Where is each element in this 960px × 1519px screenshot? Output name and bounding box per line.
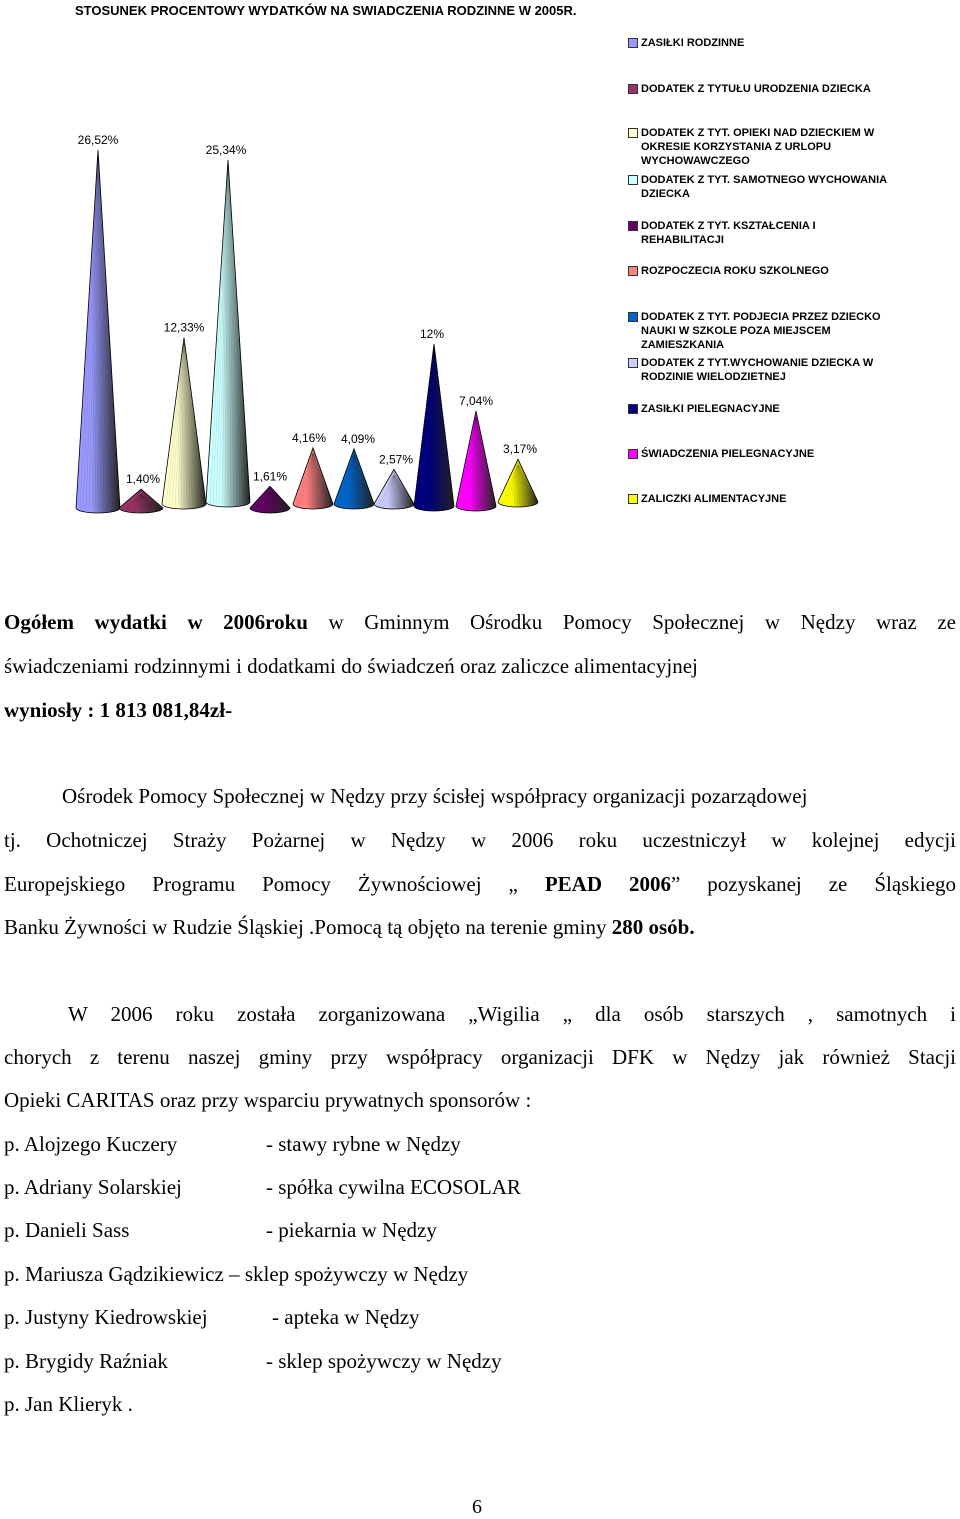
legend-label: ZASIŁKI RODZINNE: [641, 37, 745, 49]
legend-label: DODATEK Z TYT. OPIEKI NAD DZIECKIEM W OKRESIE KORZYSTANIA Z URLOPU WYCHOWAWCZEGO: [641, 127, 875, 167]
bold-text: Ogółem wydatki w 2006roku: [4, 610, 308, 634]
sponsor-name: p. Danieli Sass: [4, 1218, 130, 1242]
sponsor-name: p. Mariusza Gądzikiewicz – sklep spożywczy w Nędzy: [4, 1262, 469, 1286]
cone-shape: [250, 486, 290, 513]
legend-swatch: [628, 312, 638, 322]
legend-item: [628, 402, 958, 416]
legend-swatch: [628, 84, 638, 94]
paragraph-line: świadczeniami rodzinnymi i dodatkami do świadczeń oraz zaliczce alimentacyjnej: [4, 654, 698, 678]
text: w Gminnym Ośrodku Pomocy Społecznej w Nędzy wraz ze: [307, 610, 956, 634]
legend-item: [628, 356, 958, 384]
legend-item: [628, 447, 958, 461]
data-label: 26,52%: [77, 132, 119, 147]
legend-item: [628, 36, 958, 50]
data-label: 1,61%: [252, 469, 288, 484]
list-item: [4, 1175, 956, 1200]
cone-bar: [250, 486, 290, 513]
bold-text: PEAD 2006: [544, 872, 671, 896]
sponsor-name: p. Alojzego Kuczery: [4, 1132, 178, 1156]
legend-item: [628, 219, 958, 247]
chart-title: STOSUNEK PROCENTOWY WYDATKÓW NA SWIADCZENIA RODZINNE W 2005R.: [75, 3, 577, 18]
legend-label: DODATEK Z TYT. PODJECIA PRZEZ DZIECKO NAUKI W SZKOLE POZA MIEJSCEM ZAMIESZKANIA: [641, 311, 881, 351]
list-item: [4, 1132, 956, 1157]
legend-label: DODATEK Z TYTUŁU URODZENIA DZIECKA: [641, 83, 871, 95]
legend-item: [628, 492, 958, 506]
sponsor-name: p. Adriany Solarskiej: [4, 1175, 182, 1199]
legend-item: [628, 82, 958, 96]
legend-swatch: [628, 175, 638, 185]
data-label: 12,33%: [163, 320, 205, 335]
paragraph-line: [4, 872, 956, 897]
bold-text: 280 osób.: [611, 915, 695, 939]
text: Banku Żywności w Rudzie Śląskiej .Pomocą tą objęto na terenie gminy: [4, 915, 612, 939]
legend-label: DODATEK Z TYT. SAMOTNEGO WYCHOWANIA DZIECKA: [641, 174, 887, 200]
legend-item: [628, 173, 958, 201]
legend-swatch: [628, 449, 638, 459]
sponsor-desc: - sklep spożywczy w Nędzy: [266, 1349, 502, 1373]
data-label: 3,17%: [502, 442, 538, 457]
legend-item: [628, 126, 958, 168]
list-item: [4, 1262, 956, 1287]
cone-shape: [374, 469, 414, 509]
cone-bar: [119, 489, 163, 513]
list-item: [4, 1305, 956, 1330]
sponsor-name: p. Jan Klieryk .: [4, 1392, 133, 1416]
cone-bar: [498, 459, 538, 507]
cone-bar: [414, 344, 454, 511]
list-item: [4, 1349, 956, 1374]
legend-label: DODATEK Z TYT. KSZTAŁCENIA I REHABILITACJI: [641, 220, 816, 246]
list-item: [4, 1218, 956, 1243]
legend-label: ŚWIADCZENIA PIELEGNACYJNE: [641, 448, 815, 460]
data-label: 1,40%: [125, 472, 161, 487]
sponsor-desc: - spółka cywilna ECOSOLAR: [266, 1175, 521, 1199]
data-label: 7,04%: [458, 393, 494, 408]
total-amount: wyniosły : 1 813 081,84zł-: [4, 698, 233, 722]
data-label: 25,34%: [205, 142, 247, 157]
legend-swatch: [628, 404, 638, 414]
legend-item: [628, 264, 958, 278]
text: ” pozyskanej ze Śląskiego: [670, 872, 957, 896]
chart-area: [0, 0, 960, 520]
paragraph-line: [4, 610, 956, 635]
sponsor-desc: - apteka w Nędzy: [272, 1305, 420, 1329]
sponsor-name: p. Justyny Kiedrowskiej: [4, 1305, 208, 1329]
legend-swatch: [628, 221, 638, 231]
cone-bar: [76, 150, 120, 513]
paragraph-line: tj. Ochotniczej Straży Pożarnej w Nędzy w 2006 roku uczestniczył w kolejnej edycji: [4, 828, 956, 852]
list-item: [4, 1392, 956, 1417]
legend-item: [628, 310, 958, 352]
cone-bar: [334, 449, 374, 509]
sponsor-desc: - stawy rybne w Nędzy: [266, 1132, 461, 1156]
cone-bar: [456, 411, 496, 511]
legend-swatch: [628, 38, 638, 48]
data-label: 4,09%: [340, 431, 376, 446]
page-number: 6: [472, 1496, 482, 1518]
data-label: 2,57%: [378, 452, 414, 467]
paragraph-line: [4, 915, 956, 940]
legend-label: ZASIŁKI PIELEGNACYJNE: [641, 403, 780, 415]
cone-bar: [374, 469, 414, 509]
cone-bar: [162, 338, 206, 509]
text: Europejskiego Programu Pomocy Żywnościowej „: [4, 872, 545, 896]
legend-label: DODATEK Z TYT.WYCHOWANIE DZIECKA W RODZINIE WIELODZIETNEJ: [641, 357, 874, 383]
paragraph-line: W 2006 roku została zorganizowana „Wigilia „ dla osób starszych , samotnych i: [68, 1002, 956, 1026]
legend-swatch: [628, 266, 638, 276]
data-label: 4,16%: [291, 430, 327, 445]
legend-label: ZALICZKI ALIMENTACYJNE: [641, 493, 787, 505]
paragraph-line: chorych z terenu naszej gminy przy współpracy organizacji DFK w Nędzy jak również Stacji: [4, 1045, 956, 1069]
paragraph-line: Ośrodek Pomocy Społecznej w Nędzy przy ścisłej współpracy organizacji pozarządowej: [62, 784, 808, 808]
legend-swatch: [628, 128, 638, 138]
sponsor-desc: - piekarnia w Nędzy: [266, 1218, 437, 1242]
data-label: 12%: [419, 327, 445, 341]
legend-swatch: [628, 358, 638, 368]
sponsor-name: p. Brygidy Raźniak: [4, 1349, 168, 1373]
cone-bar: [293, 448, 333, 509]
legend-label: ROZPOCZECIA ROKU SZKOLNEGO: [641, 265, 829, 277]
legend-swatch: [628, 494, 638, 504]
paragraph-line: Opieki CARITAS oraz przy wsparciu prywatnych sponsorów :: [4, 1088, 532, 1112]
cone-bar: [206, 160, 250, 507]
